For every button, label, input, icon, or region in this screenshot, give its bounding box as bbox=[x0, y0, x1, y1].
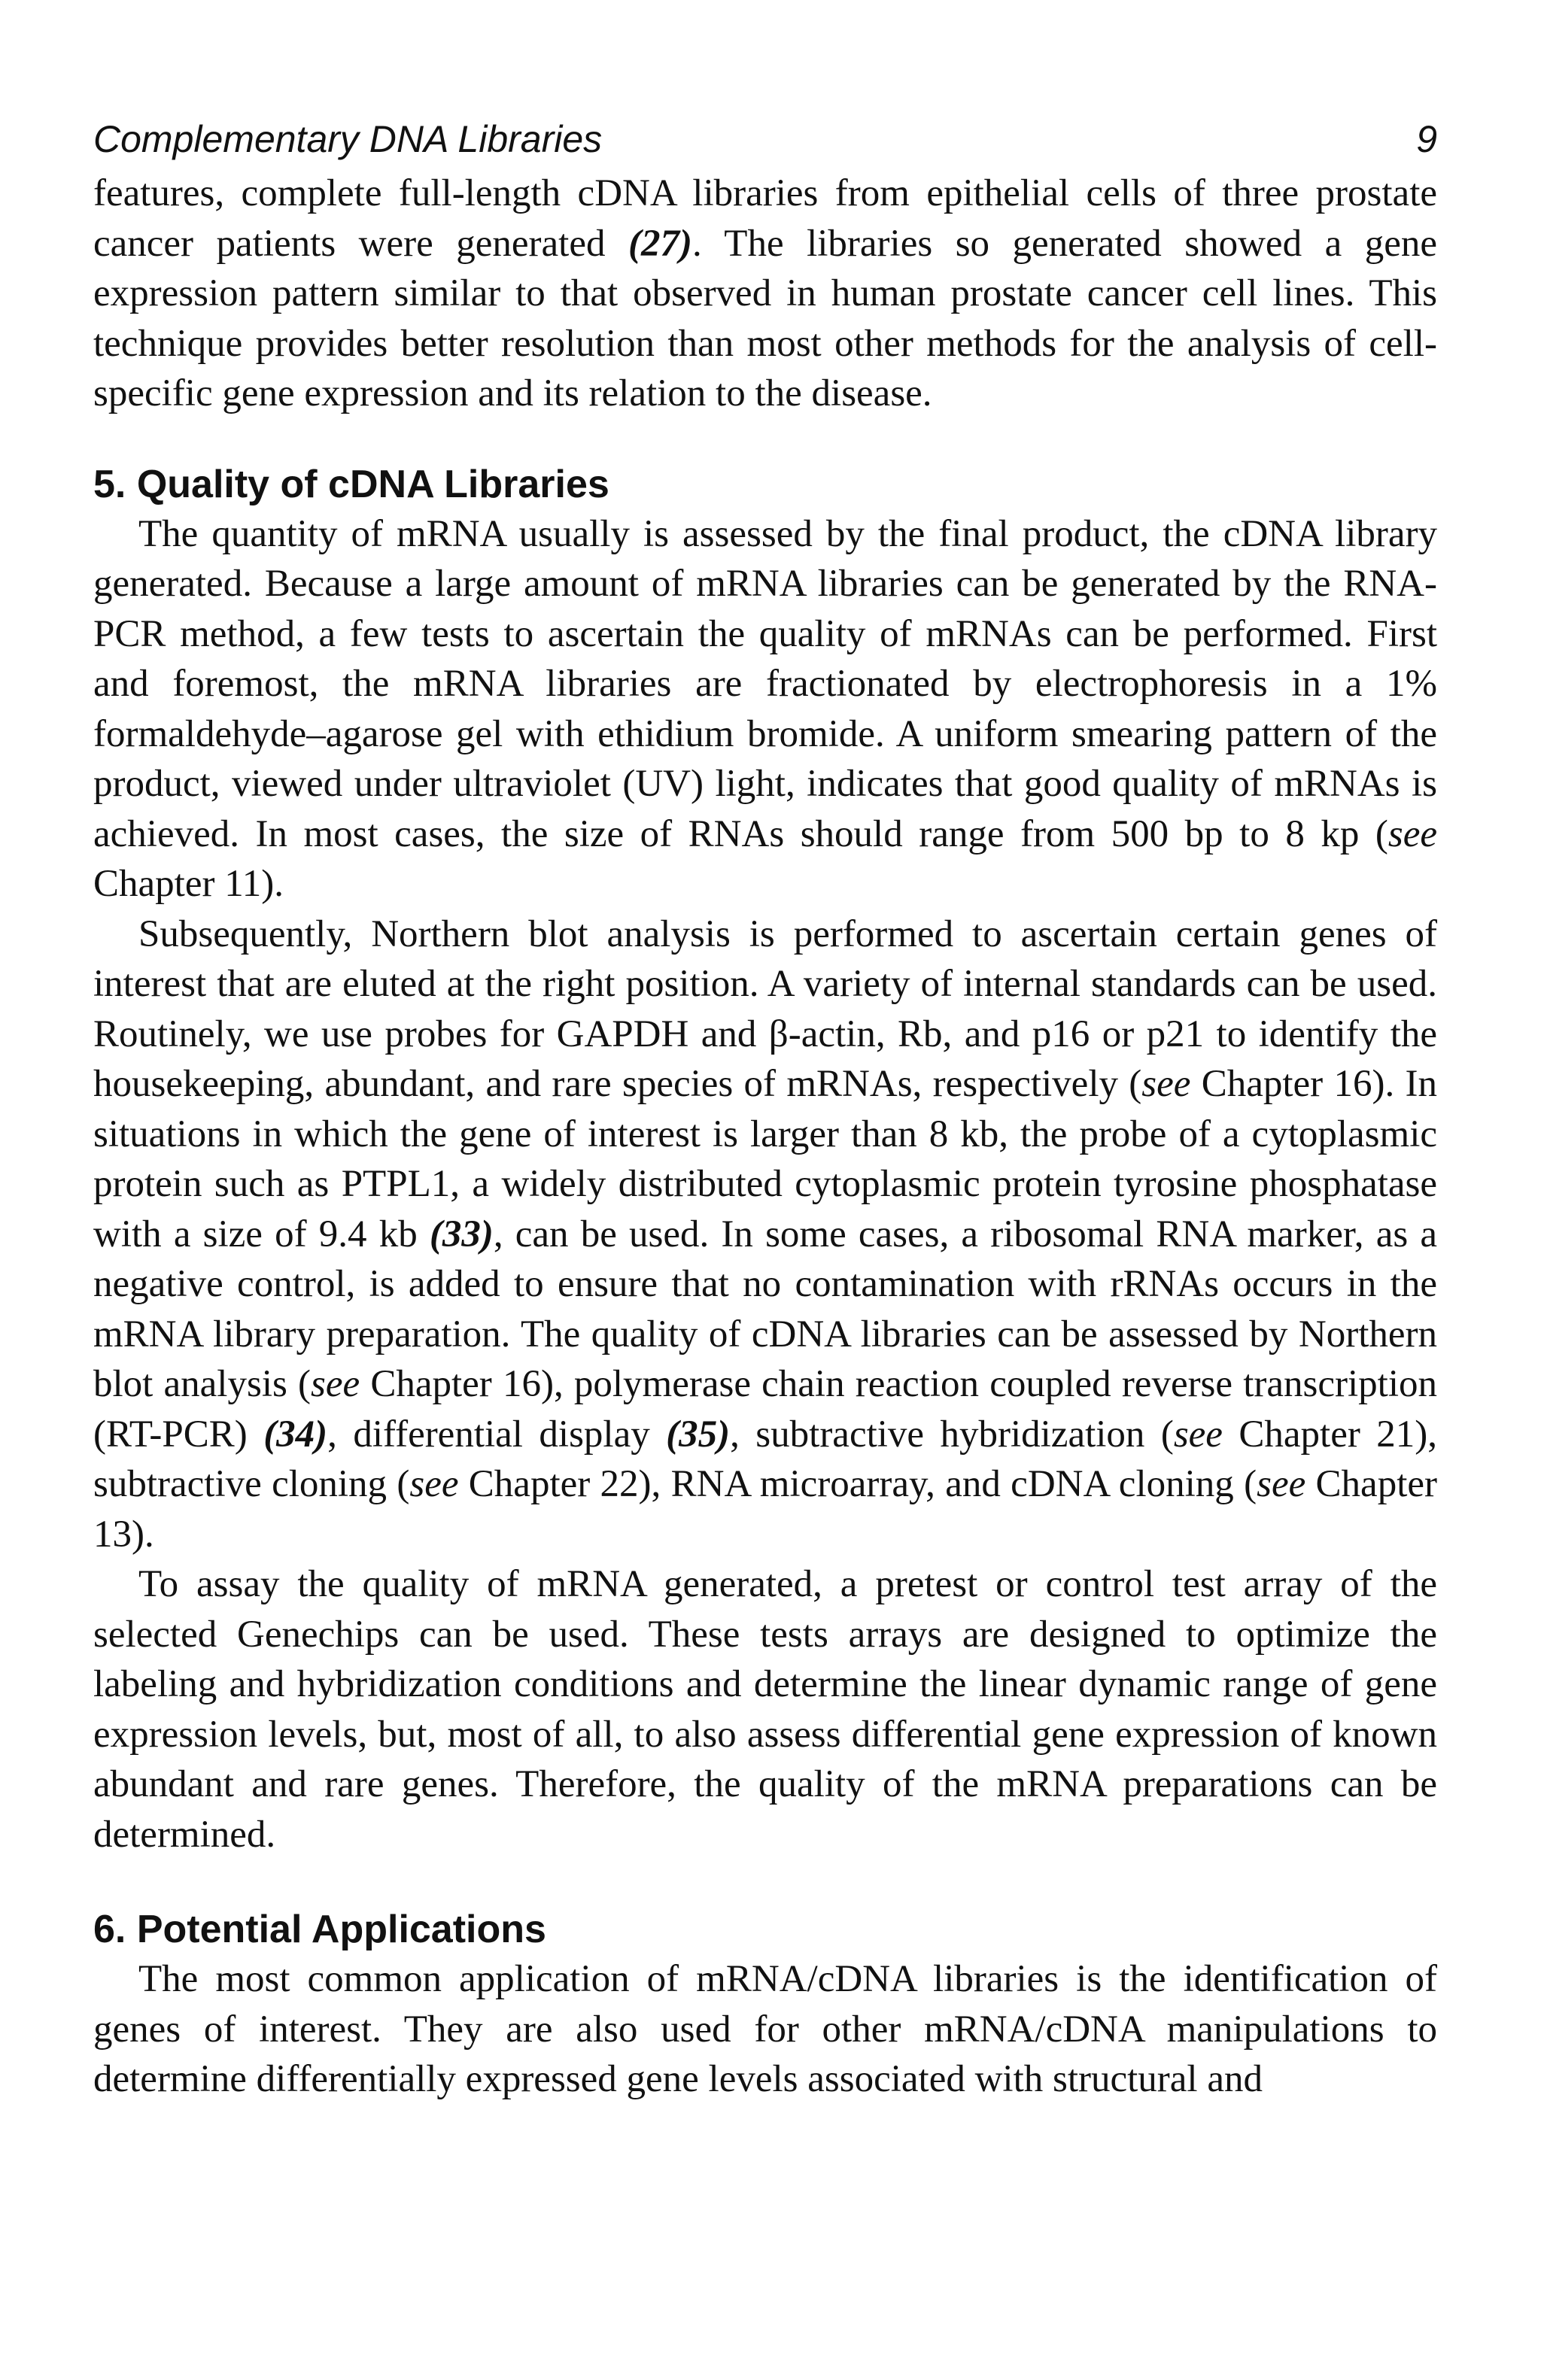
running-title: Complementary DNA Libraries bbox=[93, 118, 603, 160]
see-reference: see bbox=[311, 1363, 360, 1405]
see-reference: see bbox=[1141, 1063, 1191, 1105]
see-reference: see bbox=[1173, 1413, 1223, 1456]
text-run: , subtractive hybridization ( bbox=[730, 1413, 1174, 1456]
quality-paragraph-2 bbox=[93, 909, 1437, 1560]
citation-27: (27) bbox=[628, 222, 692, 265]
text-run: Subsequently, Northern blot analysis is performed to ascertain certain genes of interest that are eluted at the right position. A variety of internal standards can be used. Routinely, we use probes for GAPDH and β-actin, Rb, and p16 or p21 to identify the housekeeping, abundant, and rare species of mRNAs, respectively ( bbox=[93, 912, 1437, 1105]
see-reference: see bbox=[409, 1463, 459, 1505]
citation-33: (33) bbox=[429, 1213, 494, 1255]
see-reference: see bbox=[1388, 812, 1437, 855]
page bbox=[93, 113, 1437, 2105]
text-run: The quantity of mRNA usually is assessed by the final product, the cDNA library generated. Because a large amount of mRNA libraries can be generated by the RNA-PCR method, a few tests to ascertain the quality of mRNAs can be performed. First and foremost, the mRNA libraries are fractionated by electrophoresis in a 1% formaldehyde–agarose gel with ethidium bromide. A uniform smearing pattern of the product, viewed under ultraviolet (UV) light, indicates that good quality of mRNAs is achieved. In most cases, the size of RNAs should range from 500 bp to 8 kp ( bbox=[93, 512, 1437, 855]
text-run: , can be used. In some cases, a ribosomal RNA marker, as a negative control, is added to ensure that no contamination with rRNAs occurs in the mRNA library preparation. The quality of cDNA libraries can be assessed by Northern blot analysis ( bbox=[93, 1213, 1438, 1405]
text-run: Chapter 16), polymerase chain reaction coupled reverse transcription (RT-PCR) bbox=[93, 1363, 1437, 1456]
text-run: Chapter 11). bbox=[93, 863, 284, 905]
citation-34: (34) bbox=[263, 1413, 328, 1456]
see-reference: see bbox=[1257, 1463, 1306, 1505]
intro-paragraph bbox=[93, 168, 1437, 419]
quality-paragraph-3: To assay the quality of mRNA generated, a pretest or control test array of the selected Genechips can be used. These tests arrays are designed to optimize the labeling and hybridization conditions and determine the linear dynamic range of gene expression levels, but, most of all, to also assess differential gene expression of known abundant and rare genes. Therefore, the quality of the mRNA preparations can be determined. bbox=[93, 1563, 1437, 1856]
running-head bbox=[93, 113, 1437, 165]
section-heading-applications: 6. Potential Applications bbox=[93, 1908, 546, 1951]
text-run: features, complete full-length cDNA libraries from epithelial cells of three prostate cancer patients were generated bbox=[93, 172, 1437, 265]
text-run: Chapter 13). bbox=[93, 1463, 1437, 1556]
quality-paragraph-1 bbox=[93, 509, 1437, 909]
citation-35: (35) bbox=[666, 1413, 731, 1456]
text-run: Chapter 16). In situations in which the gene of interest is larger than 8 kb, the probe of a cytoplasmic protein such as PTPL1, a widely distributed cytoplasmic protein tyrosine phosphatase with a size of 9.4 kb bbox=[93, 1063, 1437, 1255]
text-run: , differential display bbox=[327, 1413, 667, 1456]
text-run: Chapter 22), RNA microarray, and cDNA cloning ( bbox=[458, 1463, 1257, 1505]
text-run: . The libraries so generated showed a gene expression pattern similar to that observed in human prostate cancer cell lines. This technique provides better resolution than most other methods for the analysis of cell-specific gene expression and its relation to the disease. bbox=[93, 222, 1437, 414]
page-number: 9 bbox=[1416, 118, 1437, 160]
text-run: Chapter 21), subtractive cloning ( bbox=[93, 1413, 1437, 1505]
section-heading-quality: 5. Quality of cDNA Libraries bbox=[93, 462, 609, 506]
applications-paragraph-1: The most common application of mRNA/cDNA libraries is the identification of genes of interest. They are also used for other mRNA/cDNA manipulations to determine differentially expressed gene levels associated with structural and bbox=[93, 1958, 1437, 2100]
